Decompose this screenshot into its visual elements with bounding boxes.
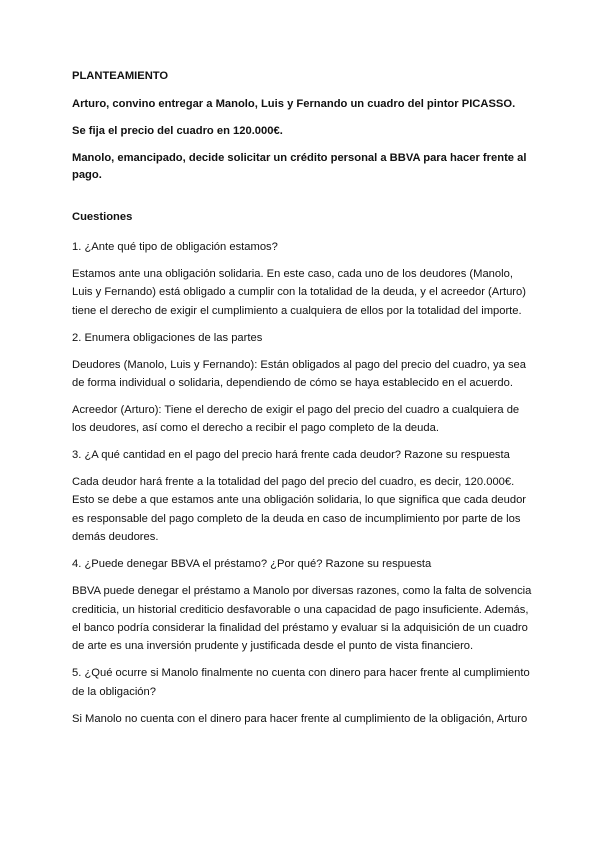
statement-line-2: Se fija el precio del cuadro en 120.000€. bbox=[72, 125, 283, 137]
answer-1: Estamos ante una obligación solidaria. En este caso, cada uno de los deudores (Manolo, Luis y Fernando) está obligado a cumplir con la totalidad de la deuda, y el acreedor (Arturo) tiene el derecho de exigir el cumplimiento a cualquiera de ellos por la totalidad del importe. bbox=[72, 267, 526, 317]
answer-2-creditor: Acreedor (Arturo): Tiene el derecho de exigir el pago del precio del cuadro a cualquiera de los deudores, así como el derecho a recibir el pago completo de la deuda. bbox=[72, 403, 520, 435]
document-page bbox=[72, 68, 532, 725]
question-2: 2. Enumera obligaciones de las partes bbox=[72, 331, 263, 344]
question-4: 4. ¿Puede denegar BBVA el préstamo? ¿Por qué? Razone su respuesta bbox=[72, 558, 432, 571]
question-1: 1. ¿Ante qué tipo de obligación estamos? bbox=[72, 241, 278, 253]
statement-line-3: Manolo, emancipado, decide solicitar un crédito personal a BBVA para hacer frente al pago. bbox=[72, 152, 527, 181]
question-5: 5. ¿Qué ocurre si Manolo finalmente no cuenta con dinero para hacer frente al cumplimiento de la obligación? bbox=[72, 667, 530, 698]
question-3: 3. ¿A qué cantidad en el pago del precio hará frente cada deudor? Razone su respuesta bbox=[72, 449, 510, 462]
answer-4: BBVA puede denegar el préstamo a Manolo por diversas razones, como la falta de solvencia crediticia, un historial crediticio desfavorable o una capacidad de pago insuficiente. Además, el banco podría considerar la finalidad del préstamo y evaluar si la adquisición de un cuadro de arte es una inversión prudente y justificada desde el punto de vista financiero. bbox=[72, 585, 532, 653]
section-title: Cuestiones bbox=[72, 211, 133, 223]
answer-3: Cada deudor hará frente a la totalidad del pago del precio del cuadro, es decir, 120.000€. Esto se debe a que estamos ante una obligación solidaria, lo que significa que cada deudor es responsable del pago completo de la deuda en caso de incumplimiento por parte de los demás deudores. bbox=[72, 476, 527, 544]
document-title: PLANTEAMIENTO bbox=[72, 70, 169, 82]
answer-2-debtors: Deudores (Manolo, Luis y Fernando): Están obligados al pago del precio del cuadro, ya sea de forma individual o solidaria, dependiendo de cómo se haya establecido en el acuerdo. bbox=[72, 358, 526, 389]
statement-line-1: Arturo, convino entregar a Manolo, Luis y Fernando un cuadro del pintor PICASSO. bbox=[72, 98, 516, 110]
questions-body bbox=[72, 238, 532, 736]
answer-5: Si Manolo no cuenta con el dinero para hacer frente al cumplimiento de la obligación, Arturo bbox=[72, 712, 528, 725]
